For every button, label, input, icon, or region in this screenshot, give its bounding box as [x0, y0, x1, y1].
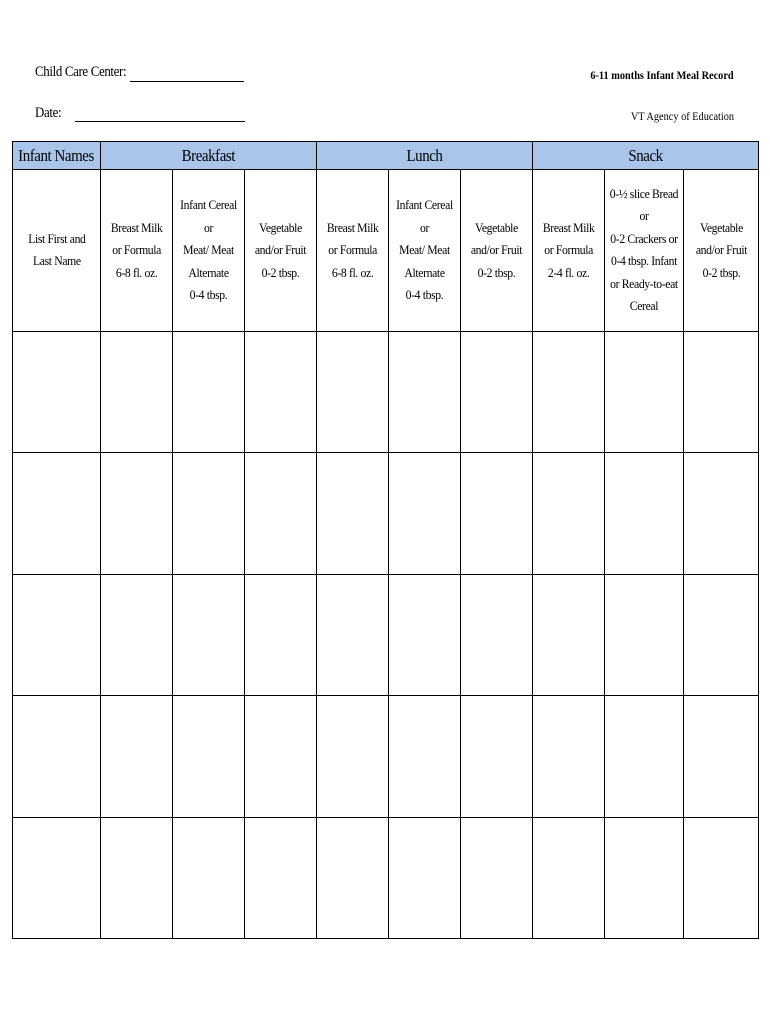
agency-name: VT Agency of Education: [630, 109, 734, 123]
subheader-breakfast-milk: Breast Milk or Formula 6-8 fl. oz.: [101, 170, 173, 332]
child-care-center-label: Child Care Center:: [35, 64, 127, 80]
entry-cell[interactable]: [245, 574, 317, 695]
entry-cell[interactable]: [173, 453, 245, 574]
entry-cell[interactable]: [684, 574, 759, 695]
entry-cell[interactable]: [389, 331, 461, 452]
entry-cell[interactable]: [389, 574, 461, 695]
entry-cell[interactable]: [101, 331, 173, 452]
subheader-breakfast-cereal: Infant Cereal or Meat/ Meat Alternate 0-4 tbsp.: [173, 170, 245, 332]
entry-cell[interactable]: [101, 453, 173, 574]
table-row: [13, 696, 759, 817]
entry-cell[interactable]: [13, 696, 101, 817]
table-row: [13, 817, 759, 938]
entry-cell[interactable]: [173, 817, 245, 938]
entry-cell[interactable]: [13, 574, 101, 695]
entry-cell[interactable]: [317, 331, 389, 452]
entry-cell[interactable]: [389, 453, 461, 574]
child-care-center-field[interactable]: [130, 81, 244, 82]
entry-cell[interactable]: [13, 453, 101, 574]
group-infant-names: Infant Names: [13, 142, 101, 170]
meal-record-table: [12, 141, 759, 939]
entry-cell[interactable]: [605, 696, 684, 817]
subheader-snack-bread: 0-½ slice Bread or 0-2 Crackers or 0-4 tbsp. Infant or Ready-to-eat Cereal: [605, 170, 684, 332]
entry-rows: [13, 331, 759, 938]
entry-cell[interactable]: [245, 331, 317, 452]
entry-cell[interactable]: [461, 453, 533, 574]
entry-cell[interactable]: [245, 453, 317, 574]
entry-cell[interactable]: [389, 696, 461, 817]
entry-cell[interactable]: [605, 331, 684, 452]
entry-cell[interactable]: [317, 817, 389, 938]
subheader-snack-vegetable: Vegetable and/or Fruit 0-2 tbsp.: [684, 170, 759, 332]
table-row: [13, 453, 759, 574]
record-title: 6-11 months Infant Meal Record: [590, 68, 734, 82]
entry-cell[interactable]: [533, 696, 605, 817]
group-snack: Snack: [533, 142, 759, 170]
entry-cell[interactable]: [13, 331, 101, 452]
table-row: [13, 331, 759, 452]
entry-cell[interactable]: [245, 696, 317, 817]
entry-cell[interactable]: [684, 453, 759, 574]
subheader-breakfast-vegetable: Vegetable and/or Fruit 0-2 tbsp.: [245, 170, 317, 332]
group-header-row: [13, 142, 759, 170]
entry-cell[interactable]: [101, 817, 173, 938]
entry-cell[interactable]: [461, 817, 533, 938]
entry-cell[interactable]: [533, 453, 605, 574]
entry-cell[interactable]: [533, 817, 605, 938]
subheader-lunch-cereal: Infant Cereal or Meat/ Meat Alternate 0-4 tbsp.: [389, 170, 461, 332]
entry-cell[interactable]: [13, 817, 101, 938]
entry-cell[interactable]: [605, 453, 684, 574]
entry-cell[interactable]: [317, 696, 389, 817]
entry-cell[interactable]: [684, 331, 759, 452]
entry-cell[interactable]: [461, 696, 533, 817]
entry-cell[interactable]: [461, 331, 533, 452]
table-row: [13, 574, 759, 695]
entry-cell[interactable]: [173, 696, 245, 817]
entry-cell[interactable]: [533, 574, 605, 695]
entry-cell[interactable]: [461, 574, 533, 695]
entry-cell[interactable]: [317, 574, 389, 695]
group-lunch: Lunch: [317, 142, 533, 170]
subheader-lunch-vegetable: Vegetable and/or Fruit 0-2 tbsp.: [461, 170, 533, 332]
entry-cell[interactable]: [684, 817, 759, 938]
subheader-snack-milk: Breast Milk or Formula 2-4 fl. oz.: [533, 170, 605, 332]
entry-cell[interactable]: [605, 574, 684, 695]
entry-cell[interactable]: [173, 574, 245, 695]
entry-cell[interactable]: [317, 453, 389, 574]
subheader-row: [13, 170, 759, 332]
date-field[interactable]: [75, 121, 245, 122]
entry-cell[interactable]: [533, 331, 605, 452]
subheader-lunch-milk: Breast Milk or Formula 6-8 fl. oz.: [317, 170, 389, 332]
entry-cell[interactable]: [173, 331, 245, 452]
entry-cell[interactable]: [389, 817, 461, 938]
entry-cell[interactable]: [245, 817, 317, 938]
entry-cell[interactable]: [605, 817, 684, 938]
date-label: Date:: [35, 105, 62, 121]
entry-cell[interactable]: [101, 574, 173, 695]
entry-cell[interactable]: [684, 696, 759, 817]
group-breakfast: Breakfast: [101, 142, 317, 170]
entry-cell[interactable]: [101, 696, 173, 817]
subheader-name: List First and Last Name: [13, 170, 101, 332]
